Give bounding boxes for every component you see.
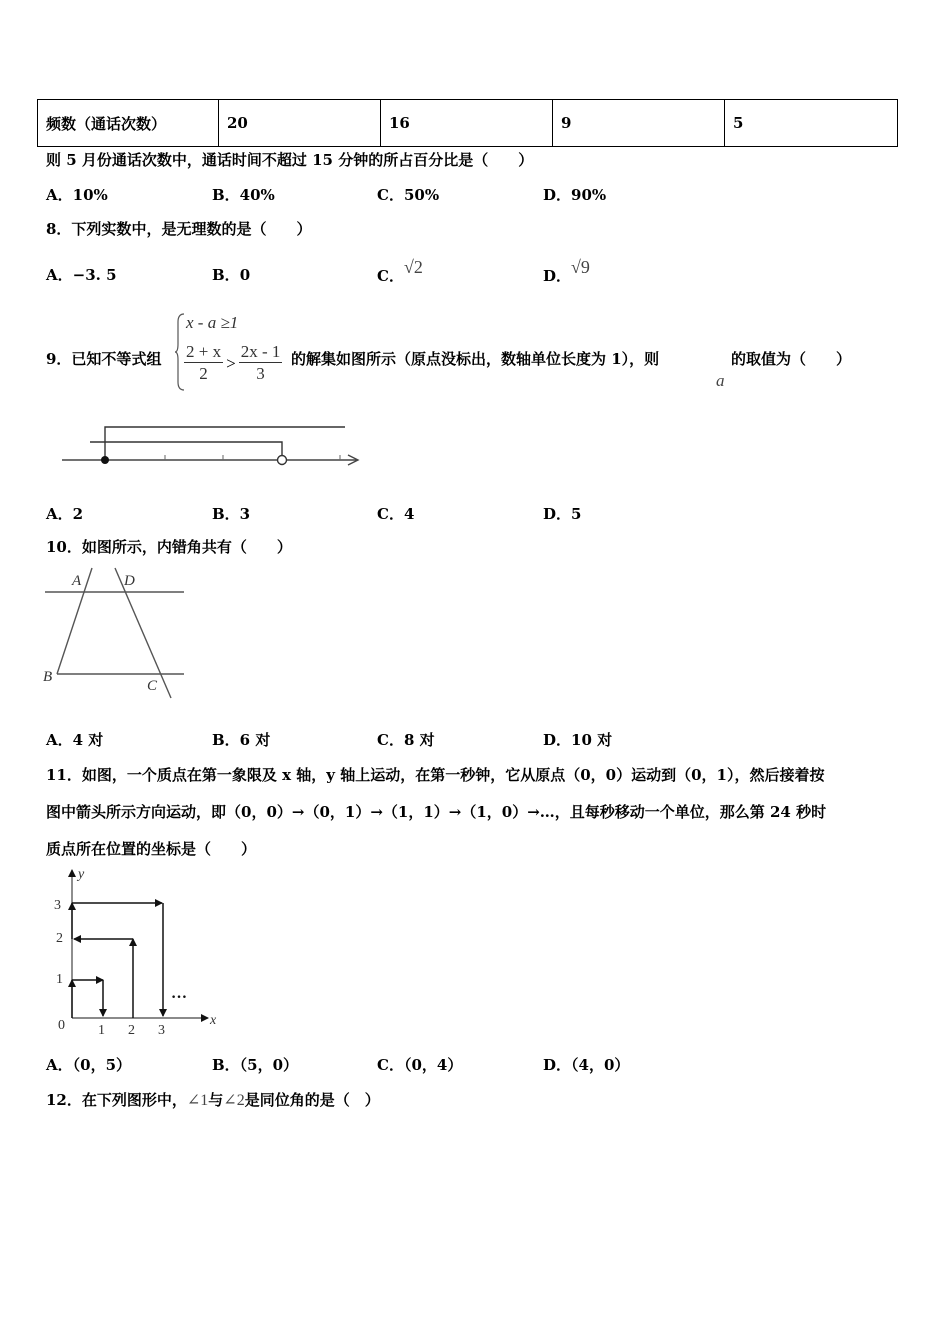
q9-stem-tail: 的解集如图所示（原点没标出，数轴单位长度为 1），则 [291, 350, 660, 368]
frequency-table [37, 99, 898, 147]
angle-1: ∠1 [186, 1092, 209, 1109]
q9-option-b: B．3 [212, 505, 251, 523]
q7-option-a: A．10% [46, 186, 108, 204]
q11-path-figure [50, 866, 230, 1038]
q11-option-b: B．（5，0） [212, 1056, 299, 1074]
ray-left [90, 442, 282, 460]
q11-stem-line-1: 11．如图，一个质点在第一象限及 x 轴，y 轴上运动，在第一秒钟，它从原点（0，0）运动到（0，1），然后接着按 [46, 766, 825, 784]
ray-right [105, 427, 345, 460]
q10-option-d: D．10 对 [543, 731, 613, 749]
q8-option-c [377, 257, 423, 286]
q10-figure [40, 566, 190, 701]
q12-stem-mid: 与 [208, 1091, 224, 1109]
q7-option-b: B．40% [212, 186, 275, 204]
origin-label: 0 [58, 1018, 65, 1033]
q8-option-d [543, 257, 590, 286]
q7-option-d: D．90% [543, 186, 607, 204]
label-c: C [147, 678, 158, 694]
q11-option-a: A．（0，5） [46, 1056, 132, 1074]
q9-number: 9．已知不等式组 [46, 350, 162, 368]
q9-inequality-1: x - a ≥1 [186, 313, 239, 332]
q12-stem [46, 1090, 380, 1111]
q11-stem-line-3: 质点所在位置的坐标是（ ） [46, 840, 257, 858]
y-axis-label: y [78, 867, 85, 882]
q8-option-a [46, 265, 117, 285]
q10-option-b: B．6 对 [212, 731, 271, 749]
x-tick-2: 2 [128, 1023, 135, 1038]
q10-option-a: A．4 对 [46, 731, 104, 749]
q12-stem-end: 是同位角的是（ ） [244, 1091, 380, 1109]
q9-fraction-1-numerator: 2 + x [186, 342, 222, 361]
q9-greater-than: > [226, 353, 236, 373]
q9-variable-a: a [716, 371, 725, 390]
q8-stem-text: 8．下列实数中，是无理数的是（ ） [46, 220, 312, 238]
q8-option-b-value: 0 [239, 266, 251, 284]
label-a: A [72, 573, 82, 589]
x-tick-3: 3 [158, 1023, 165, 1038]
q11-option-c: C．（0，4） [377, 1056, 463, 1074]
q8-option-d-value: √9 [571, 257, 590, 277]
q7-option-c: C．50% [377, 186, 440, 204]
q9-fraction-2 [239, 342, 283, 385]
open-point [278, 456, 287, 465]
y-tick-1: 1 [56, 972, 63, 987]
q12-stem-start: 12．在下列图形中， [46, 1091, 187, 1109]
q8-option-b [212, 265, 250, 285]
q8-stem [46, 219, 311, 239]
number-line-figure [55, 418, 365, 474]
q9-fraction-1-denominator: 2 [199, 364, 208, 383]
y-tick-2: 2 [56, 931, 63, 946]
table-cell: 20 [219, 100, 381, 147]
q8-option-c-value: √2 [403, 257, 423, 277]
q8-option-a-label: A． [46, 266, 73, 284]
q9-stem-tail-2: 的取值为（ ） [731, 350, 852, 368]
ellipsis: … [171, 985, 187, 1002]
angle-2: ∠2 [223, 1092, 245, 1109]
q8-option-b-label: B． [212, 266, 240, 284]
x-tick-1: 1 [98, 1023, 105, 1038]
x-axis-label: x [210, 1013, 217, 1028]
y-tick-3: 3 [54, 898, 61, 913]
q9-option-a: A．2 [46, 505, 84, 523]
table-header-cell: 频数（通话次数） [38, 100, 219, 147]
q11-stem-line-2: 图中箭头所示方向运动，即（0，0）→（0，1）→（1，1）→（1，0）→…，且每秒移动一个单位，那么第 24 秒时 [46, 803, 827, 821]
q11-option-d: D．（4，0） [543, 1056, 630, 1074]
q8-option-d-label: D． [543, 267, 572, 285]
q8-option-a-value: −3. 5 [72, 266, 117, 284]
label-b: B [43, 669, 53, 685]
q9-fraction-2-denominator: 3 [256, 364, 265, 383]
table-cell: 9 [553, 100, 725, 147]
label-d: D [124, 573, 135, 589]
q7-stem: 则 5 月份通话次数中，通话时间不超过 15 分钟的所占百分比是（ ） [46, 151, 534, 169]
q8-option-c-label: C． [377, 267, 404, 285]
q9-inequality-2 [184, 342, 282, 385]
q9-fraction-2-numerator: 2x - 1 [240, 342, 281, 361]
closed-point [101, 456, 109, 464]
table-cell: 5 [725, 100, 898, 147]
q9-fraction-1 [184, 342, 223, 385]
q9-option-c: C．4 [377, 505, 415, 523]
q10-option-c: C．8 对 [377, 731, 435, 749]
table-row [38, 100, 898, 147]
q9-option-d: D．5 [543, 505, 582, 523]
q10-stem: 10．如图所示，内错角共有（ ） [46, 538, 292, 556]
table-cell: 16 [381, 100, 553, 147]
